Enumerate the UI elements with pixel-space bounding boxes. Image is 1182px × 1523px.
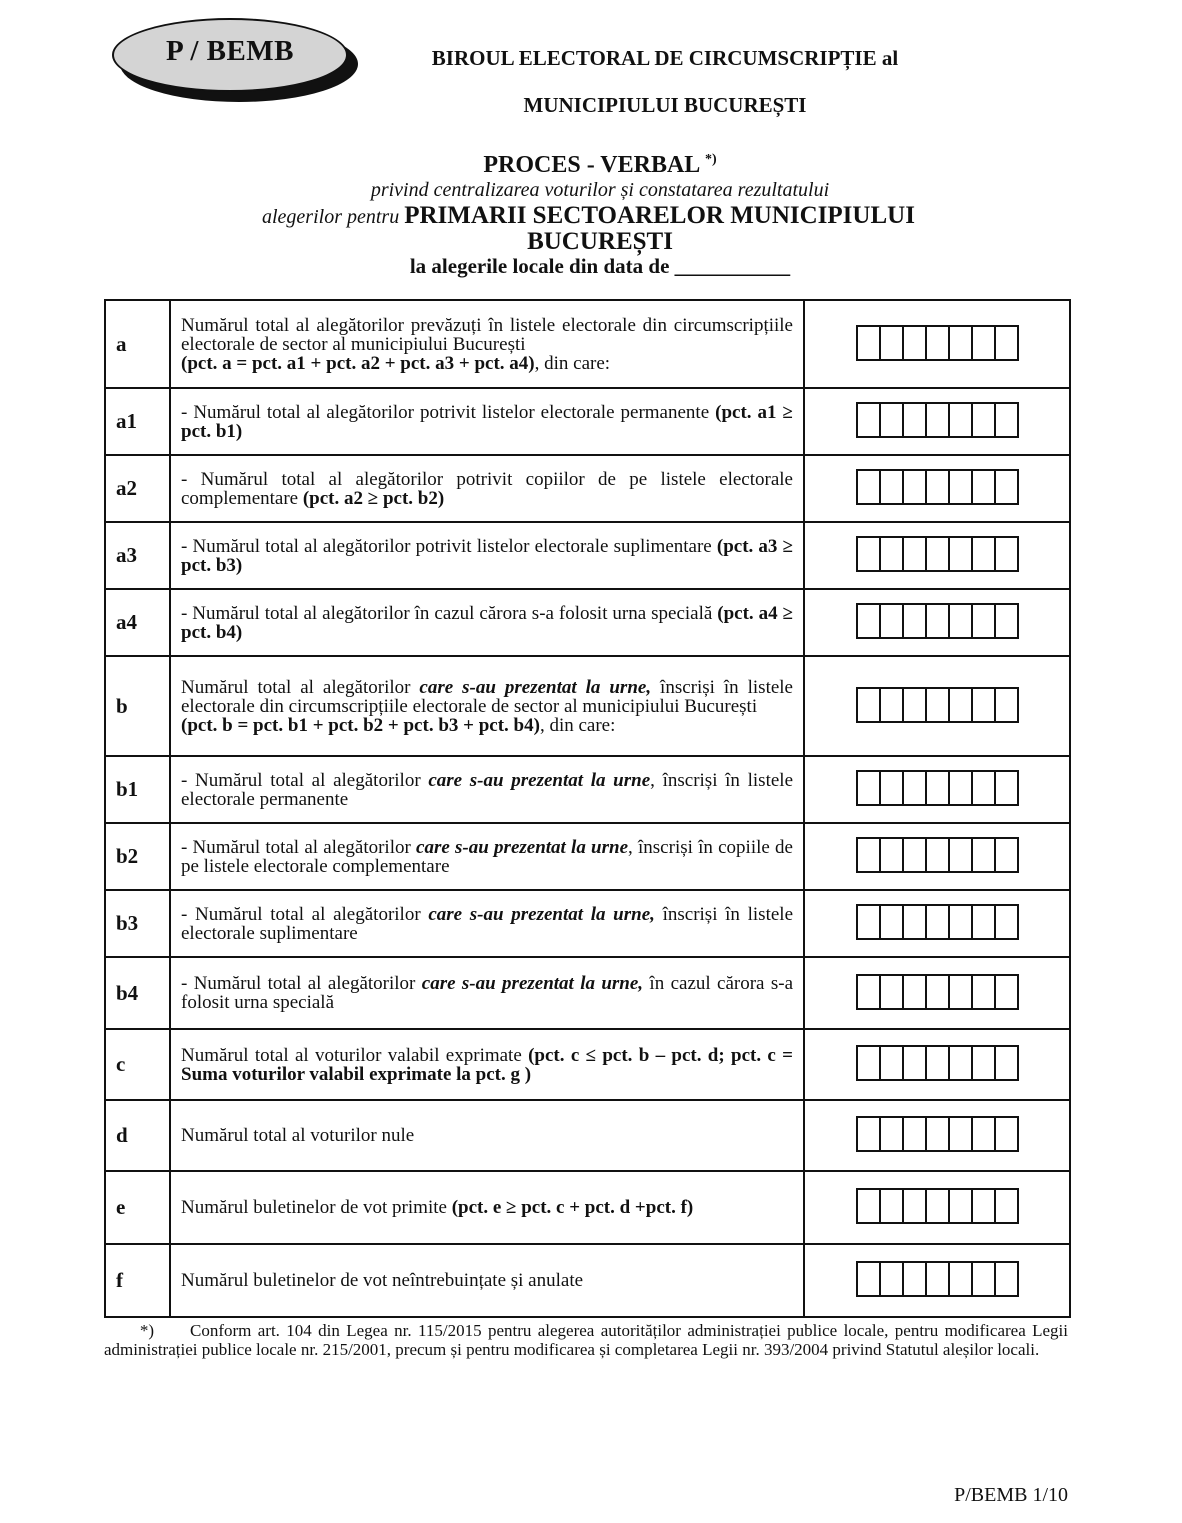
digit-box[interactable] [858, 772, 881, 804]
digit-boxes [856, 904, 1019, 940]
digit-boxes [856, 1045, 1019, 1081]
digit-box[interactable] [973, 1263, 996, 1295]
table-row [105, 388, 1070, 455]
formula-text: (pct. a2 ≥ pct. b2) [302, 487, 445, 509]
row-description [170, 589, 804, 656]
digit-box[interactable] [881, 1118, 904, 1150]
digit-box[interactable] [858, 1118, 881, 1150]
digit-box[interactable] [904, 976, 927, 1008]
title-main: PROCES - VERBAL [483, 152, 699, 178]
digit-box[interactable] [904, 471, 927, 503]
row-code: a1 [105, 388, 170, 455]
digit-box[interactable] [950, 605, 973, 637]
description-text: în cazul cărora s-a folosit urna specială [181, 973, 793, 1013]
footnote-mark: *) [139, 1321, 155, 1340]
digit-box[interactable] [996, 689, 1017, 721]
description-text: - Numărul total al alegătorilor potrivit listelor electorale permanente [181, 401, 716, 423]
digit-box[interactable] [973, 404, 996, 436]
row-code: b3 [105, 890, 170, 957]
digit-box[interactable] [996, 1263, 1017, 1295]
digit-boxes [856, 402, 1019, 438]
digit-box[interactable] [950, 1047, 973, 1079]
description-text: - Numărul total al alegătorilor [181, 903, 429, 925]
row-description [170, 1171, 804, 1244]
digit-box[interactable] [881, 772, 904, 804]
digit-entry-cell [804, 656, 1070, 756]
badge-oval [112, 18, 348, 92]
digit-boxes [856, 974, 1019, 1010]
row-description [170, 957, 804, 1029]
digit-box[interactable] [927, 906, 950, 938]
digit-box[interactable] [950, 1263, 973, 1295]
digit-box[interactable] [973, 839, 996, 871]
digit-box[interactable] [881, 471, 904, 503]
digit-box[interactable] [904, 906, 927, 938]
digit-entry-cell [804, 1244, 1070, 1317]
digit-box[interactable] [858, 538, 881, 570]
digit-entry-cell [804, 455, 1070, 522]
digit-box[interactable] [858, 404, 881, 436]
title-footnote-mark: *) [704, 152, 717, 167]
row-code: d [105, 1100, 170, 1171]
formula-text: (pct. b = pct. b1 + pct. b2 + pct. b3 + pct. b4) [181, 714, 540, 736]
description-text: Numărul total al voturilor nule [181, 1125, 415, 1146]
digit-box[interactable] [904, 1118, 927, 1150]
digit-box[interactable] [996, 327, 1017, 359]
digit-box[interactable] [950, 404, 973, 436]
formula-text: (pct. e ≥ pct. c + pct. d +pct. f) [451, 1197, 694, 1218]
table-row [105, 656, 1070, 756]
digit-box[interactable] [973, 605, 996, 637]
digit-box[interactable] [950, 906, 973, 938]
table-row [105, 1171, 1070, 1244]
digit-boxes [856, 1116, 1019, 1152]
page-number: P/BEMB 1/10 [954, 1484, 1068, 1506]
digit-box[interactable] [904, 538, 927, 570]
digit-box[interactable] [996, 906, 1017, 938]
digit-box[interactable] [973, 1190, 996, 1222]
form-code-badge [112, 18, 362, 106]
digit-boxes [856, 770, 1019, 806]
description-text: Numărul total al alegătorilor [181, 676, 420, 698]
digit-box[interactable] [858, 1190, 881, 1222]
digit-box[interactable] [881, 1190, 904, 1222]
results-table-body [105, 300, 1070, 1317]
digit-entry-cell [804, 589, 1070, 656]
row-description [170, 300, 804, 388]
row-code: e [105, 1171, 170, 1244]
digit-box[interactable] [858, 1263, 881, 1295]
digit-box[interactable] [927, 404, 950, 436]
digit-box[interactable] [996, 538, 1017, 570]
digit-box[interactable] [881, 1263, 904, 1295]
digit-boxes [856, 325, 1019, 361]
table-row [105, 957, 1070, 1029]
digit-box[interactable] [881, 538, 904, 570]
digit-box[interactable] [927, 471, 950, 503]
digit-box[interactable] [973, 1118, 996, 1150]
row-code: c [105, 1029, 170, 1100]
description-text: - Numărul total al alegătorilor [181, 769, 429, 791]
digit-box[interactable] [904, 772, 927, 804]
row-code: a [105, 300, 170, 388]
digit-entry-cell [804, 756, 1070, 823]
digit-boxes [856, 469, 1019, 505]
digit-boxes [856, 687, 1019, 723]
table-row [105, 890, 1070, 957]
digit-box[interactable] [858, 605, 881, 637]
digit-box[interactable] [927, 327, 950, 359]
digit-box[interactable] [881, 327, 904, 359]
subtitle-bold: PRIMARII SECTOARELOR MUNICIPIULUI [404, 202, 915, 229]
row-description [170, 1100, 804, 1171]
digit-box[interactable] [904, 839, 927, 871]
digit-boxes [856, 536, 1019, 572]
digit-box[interactable] [973, 689, 996, 721]
digit-box[interactable] [904, 689, 927, 721]
row-code: a4 [105, 589, 170, 656]
digit-box[interactable] [904, 1190, 927, 1222]
table-row [105, 1100, 1070, 1171]
description-text: , din care: [539, 714, 616, 736]
digit-box[interactable] [927, 1190, 950, 1222]
digit-box[interactable] [927, 839, 950, 871]
description-text: înscriși în listele electorale din circumscripțiile electorale de sector al municipiului București [181, 676, 793, 717]
digit-box[interactable] [973, 327, 996, 359]
digit-box[interactable] [950, 839, 973, 871]
row-code: b4 [105, 957, 170, 1029]
formula-text: (pct. c ≤ pct. b – pct. d; pct. c = Suma voturilor valabil exprimate la pct. g ) [181, 1044, 793, 1085]
digit-box[interactable] [904, 605, 927, 637]
digit-box[interactable] [927, 1118, 950, 1150]
description-text: Numărul total al alegătorilor prevăzuți în listele electorale din circumscripțiile electorale de sector al municipiului București [181, 314, 793, 355]
emphasis-text: care s-au prezentat la urne [416, 836, 629, 858]
table-row [105, 300, 1070, 388]
description-text: - Numărul total al alegătorilor potrivit listelor electorale suplimentare [181, 535, 717, 557]
row-code: b1 [105, 756, 170, 823]
header-line-1: BIROUL ELECTORAL DE CIRCUMSCRIPȚIE al [431, 46, 899, 70]
digit-box[interactable] [858, 839, 881, 871]
emphasis-text: care s-au prezentat la urne [428, 769, 651, 791]
digit-boxes [856, 1188, 1019, 1224]
digit-box[interactable] [904, 404, 927, 436]
header-line-2: MUNICIPIULUI BUCUREȘTI [523, 93, 807, 117]
digit-entry-cell [804, 823, 1070, 890]
description-text: , înscriși în copiile de pe listele electorale complementare [181, 836, 793, 877]
digit-box[interactable] [927, 538, 950, 570]
digit-box[interactable] [881, 906, 904, 938]
formula-text: (pct. a4 ≥ pct. b4) [181, 602, 793, 643]
digit-entry-cell [804, 388, 1070, 455]
digit-box[interactable] [904, 327, 927, 359]
row-code: f [105, 1244, 170, 1317]
digit-box[interactable] [996, 1190, 1017, 1222]
row-description [170, 1029, 804, 1100]
description-text: înscriși în listele electorale suplimentare [181, 903, 793, 944]
row-code: a3 [105, 522, 170, 589]
digit-box[interactable] [858, 471, 881, 503]
description-text: - Numărul total al alegătorilor în cazul cărora s-a folosit urna specială [181, 602, 718, 624]
digit-box[interactable] [950, 538, 973, 570]
digit-entry-cell [804, 890, 1070, 957]
description-text: Numărul buletinelor de vot neîntrebuințate și anulate [181, 1270, 584, 1291]
emphasis-text: care s-au prezentat la urne, [421, 973, 644, 994]
digit-box[interactable] [973, 471, 996, 503]
row-code: a2 [105, 455, 170, 522]
digit-entry-cell [804, 522, 1070, 589]
digit-box[interactable] [858, 906, 881, 938]
footnote [104, 1321, 1068, 1359]
emphasis-text: care s-au prezentat la urne, [419, 676, 652, 698]
row-description [170, 756, 804, 823]
digit-box[interactable] [858, 689, 881, 721]
row-code: b [105, 656, 170, 756]
subtitle-italic: alegerilor pentru [262, 206, 400, 228]
formula-text: (pct. a3 ≥ pct. b3) [181, 535, 793, 576]
digit-entry-cell [804, 1171, 1070, 1244]
digit-box[interactable] [881, 839, 904, 871]
table-row [105, 589, 1070, 656]
election-date-line[interactable]: la alegerile locale din data de ___________ [409, 254, 791, 278]
digit-box[interactable] [973, 906, 996, 938]
digit-box[interactable] [904, 1263, 927, 1295]
footnote-text: Conform art. 104 din Legea nr. 115/2015 pentru alegerea autorităților administrației publice locale, pentru modificarea Legii administrației publice locale nr. 215/2001, precum și pentru modificarea și completarea Legii nr. 393/2004 privind Statutul aleșilor locali. [104, 1321, 1068, 1359]
digit-box[interactable] [950, 1118, 973, 1150]
description-text: - Numărul total al alegătorilor [181, 836, 417, 858]
document-title [300, 152, 900, 179]
digit-entry-cell [804, 1100, 1070, 1171]
digit-box[interactable] [858, 976, 881, 1008]
table-row [105, 1244, 1070, 1317]
digit-box[interactable] [927, 772, 950, 804]
digit-box[interactable] [996, 976, 1017, 1008]
row-description [170, 455, 804, 522]
digit-boxes [856, 1261, 1019, 1297]
digit-box[interactable] [950, 772, 973, 804]
digit-boxes [856, 603, 1019, 639]
table-row [105, 522, 1070, 589]
digit-box[interactable] [950, 976, 973, 1008]
table-row [105, 455, 1070, 522]
digit-box[interactable] [927, 976, 950, 1008]
results-table [104, 299, 1071, 1318]
row-description [170, 522, 804, 589]
digit-box[interactable] [927, 605, 950, 637]
digit-entry-cell [804, 300, 1070, 388]
digit-box[interactable] [996, 404, 1017, 436]
digit-box[interactable] [973, 976, 996, 1008]
description-text: - Numărul total al alegătorilor [181, 973, 422, 994]
subtitle-line-1: privind centralizarea voturilor și constatarea rezultatului [370, 179, 830, 201]
digit-box[interactable] [996, 605, 1017, 637]
table-row [105, 1029, 1070, 1100]
subtitle-line-2 [262, 202, 1022, 231]
digit-box[interactable] [881, 404, 904, 436]
description-text: , din care: [534, 352, 611, 374]
digit-box[interactable] [996, 1118, 1017, 1150]
digit-box[interactable] [881, 605, 904, 637]
description-text: , înscriși în listele electorale permanente [181, 769, 793, 810]
digit-entry-cell [804, 957, 1070, 1029]
digit-entry-cell [804, 1029, 1070, 1100]
digit-box[interactable] [881, 689, 904, 721]
row-description [170, 823, 804, 890]
description-text: - Numărul total al alegătorilor potrivit copiilor de pe listele electorale complementare [181, 468, 793, 509]
digit-box[interactable] [881, 976, 904, 1008]
description-text: Numărul buletinelor de vot primite [181, 1197, 452, 1218]
table-row [105, 756, 1070, 823]
emphasis-text: care s-au prezentat la urne, [428, 903, 655, 925]
digit-box[interactable] [973, 538, 996, 570]
row-description [170, 656, 804, 756]
digit-box[interactable] [858, 327, 881, 359]
digit-box[interactable] [996, 471, 1017, 503]
digit-box[interactable] [950, 471, 973, 503]
subtitle-line-3: BUCUREȘTI [527, 228, 673, 255]
digit-box[interactable] [973, 1047, 996, 1079]
row-code: b2 [105, 823, 170, 890]
digit-box[interactable] [950, 327, 973, 359]
digit-box[interactable] [996, 772, 1017, 804]
digit-box[interactable] [927, 1047, 950, 1079]
table-row [105, 823, 1070, 890]
digit-box[interactable] [950, 1190, 973, 1222]
description-text: Numărul total al voturilor valabil exprimate [181, 1044, 529, 1066]
formula-text: (pct. a = pct. a1 + pct. a2 + pct. a3 + pct. a4) [181, 352, 535, 374]
digit-box[interactable] [881, 1047, 904, 1079]
digit-boxes [856, 837, 1019, 873]
row-description [170, 890, 804, 957]
digit-box[interactable] [858, 1047, 881, 1079]
digit-box[interactable] [996, 1047, 1017, 1079]
row-description [170, 388, 804, 455]
digit-box[interactable] [973, 772, 996, 804]
badge-label: P / BEMB [165, 34, 295, 67]
digit-box[interactable] [996, 839, 1017, 871]
digit-box[interactable] [927, 1263, 950, 1295]
formula-text: (pct. a1 ≥ pct. b1) [181, 401, 793, 442]
digit-box[interactable] [927, 689, 950, 721]
row-description [170, 1244, 804, 1317]
digit-box[interactable] [904, 1047, 927, 1079]
digit-box[interactable] [950, 689, 973, 721]
